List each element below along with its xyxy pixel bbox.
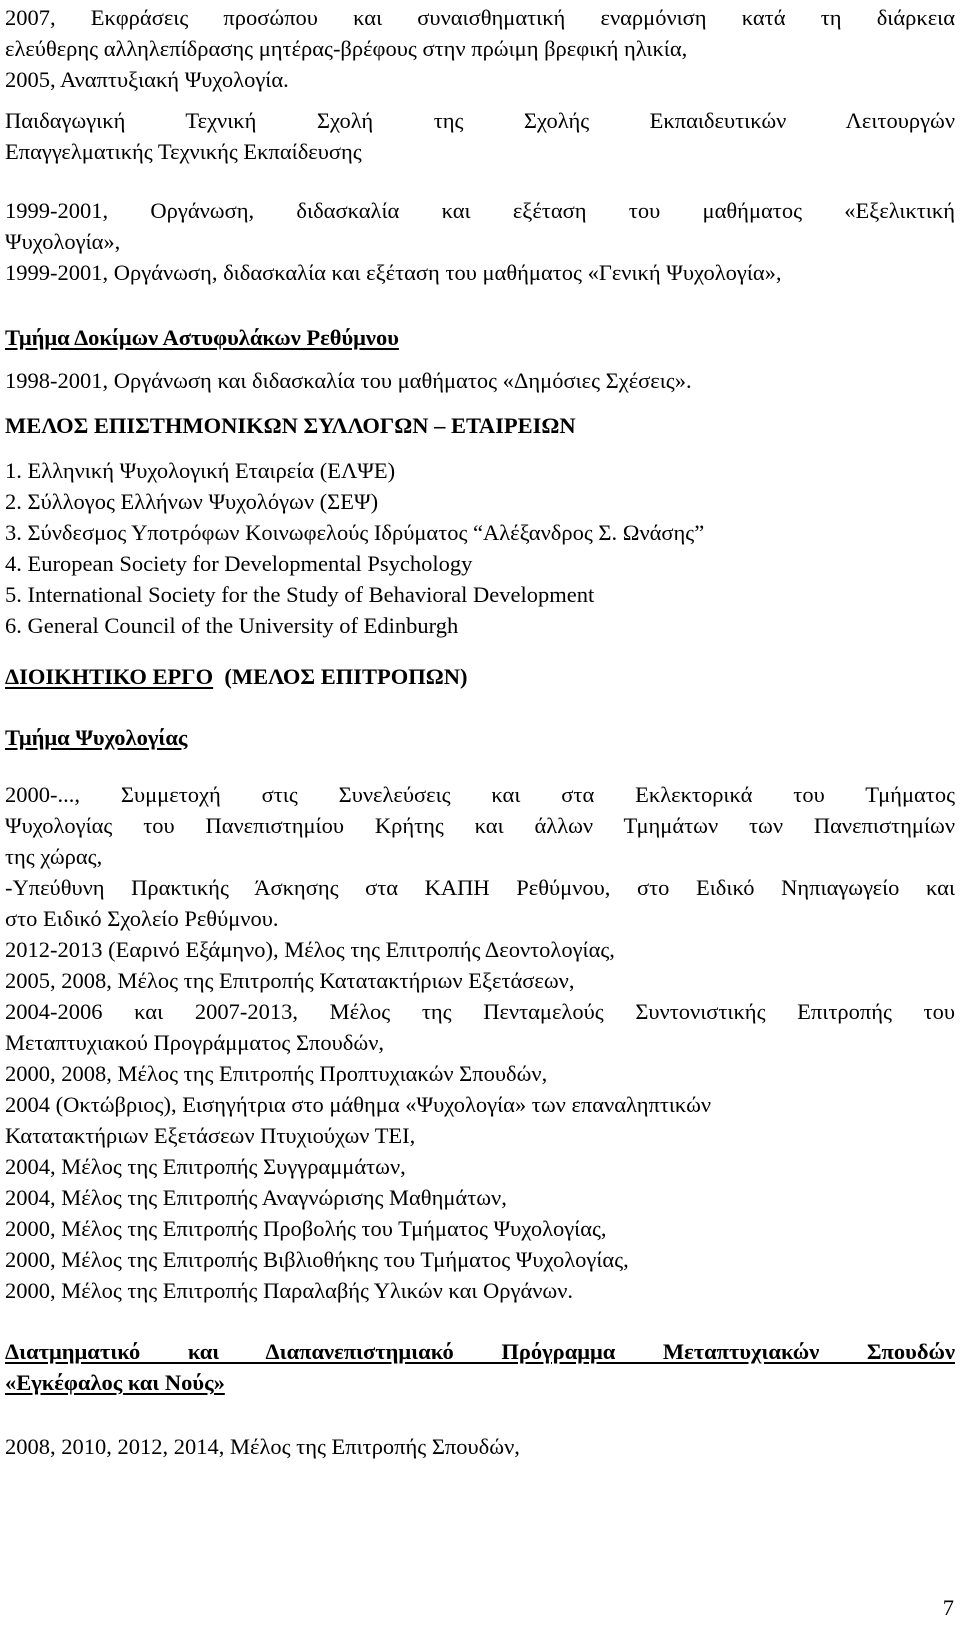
section-heading-program-line2: «Εγκέφαλος και Νούς» bbox=[5, 1370, 225, 1395]
societies-list bbox=[5, 455, 955, 641]
intro-line: 2007, Εκφράσεις προσώπου και συναισθηματική εναρμόνιση κατά τη διάρκεια bbox=[5, 5, 955, 30]
list-item: 1. Ελληνική Ψυχολογική Εταιρεία (ΕΛΨΕ) bbox=[5, 458, 396, 483]
intro-line: 2005, Αναπτυξιακή Ψυχολογία. bbox=[5, 67, 289, 92]
admin-line: Μεταπτυχιακού Προγράμματος Σπουδών, bbox=[5, 1030, 384, 1055]
list-item: 5. International Society for the Study of Behavioral Development bbox=[5, 582, 595, 607]
admin-line: Ψυχολογίας του Πανεπιστημίου Κρήτης και άλλων Τμημάτων των Πανεπιστημίων bbox=[5, 813, 955, 838]
admin-line: -Υπεύθυνη Πρακτικής Άσκησης στα ΚΑΠΗ Ρεθύμνου, στο Ειδικό Νηπιαγωγείο και bbox=[5, 875, 955, 900]
admin-line: 2000, Μέλος της Επιτροπής Βιβλιοθήκης του Τμήματος Ψυχολογίας, bbox=[5, 1247, 629, 1272]
admin-line: 2000, 2008, Μέλος της Επιτροπής Προπτυχιακών Σπουδών, bbox=[5, 1061, 548, 1086]
section-heading-admin bbox=[5, 661, 955, 692]
admin-heading-suffix: (ΜΕΛΟΣ ΕΠΙΤΡΟΠΩΝ) bbox=[224, 664, 468, 689]
admin-line: 2004, Μέλος της Επιτροπής Αναγνώρισης Μαθημάτων, bbox=[5, 1185, 507, 1210]
section-heading-police: Τμήμα Δοκίμων Αστυφυλάκων Ρεθύμνου bbox=[5, 325, 399, 350]
program-item: 2008, 2010, 2012, 2014, Μέλος της Επιτροπής Σπουδών, bbox=[5, 1434, 520, 1459]
section-heading-school-line2: Επαγγελματικής Τεχνικής Εκπαίδευσης bbox=[5, 139, 362, 164]
list-item: 3. Σύνδεσμος Υποτρόφων Κοινωφελούς Ιδρύματος “Αλέξανδρος Σ. Ωνάσης” bbox=[5, 520, 705, 545]
list-item: 2. Σύλλογος Ελλήνων Ψυχολόγων (ΣΕΨ) bbox=[5, 489, 379, 514]
section-heading-department: Τμήμα Ψυχολογίας bbox=[5, 725, 188, 750]
admin-line: 2004 (Οκτώβριος), Εισηγήτρια στο μάθημα «Ψυχολογία» των επαναληπτικών bbox=[5, 1092, 712, 1117]
school-item-line: 1999-2001, Οργάνωση, διδασκαλία και εξέταση του μαθήματος «Γενική Ψυχολογία», bbox=[5, 260, 782, 285]
admin-line: 2000, Μέλος της Επιτροπής Προβολής του Τμήματος Ψυχολογίας, bbox=[5, 1216, 607, 1241]
intro-line: ελεύθερης αλληλεπίδρασης μητέρας-βρέφους στην πρώιμη βρεφική ηλικία, bbox=[5, 36, 688, 61]
section-heading-school bbox=[5, 105, 955, 136]
admin-line: 2004-2006 και 2007-2013, Μέλος της Πενταμελούς Συντονιστικής Επιτροπής του bbox=[5, 999, 955, 1024]
police-item: 1998-2001, Οργάνωση και διδασκαλία του μαθήματος «Δημόσιες Σχέσεις». bbox=[5, 368, 692, 393]
list-item: 4. European Society for Developmental Psychology bbox=[5, 551, 473, 576]
admin-heading-main: ΔΙΟΙΚΗΤΙΚΟ ΕΡΓΟ bbox=[5, 664, 214, 689]
admin-list bbox=[5, 779, 955, 1306]
admin-line: 2012-2013 (Εαρινό Εξάμηνο), Μέλος της Επιτροπής Δεοντολογίας, bbox=[5, 937, 615, 962]
admin-line: 2005, 2008, Μέλος της Επιτροπής Κατατακτήριων Εξετάσεων, bbox=[5, 968, 575, 993]
admin-line: στο Ειδικό Σχολείο Ρεθύμνου. bbox=[5, 906, 279, 931]
section-heading-societies: ΜΕΛΟΣ ΕΠΙΣΤΗΜΟΝΙΚΩΝ ΣΥΛΛΟΓΩΝ – ΕΤΑΙΡΕΙΩΝ bbox=[5, 413, 576, 438]
school-item-line: Ψυχολογία», bbox=[5, 229, 121, 254]
admin-line: της χώρας, bbox=[5, 844, 103, 869]
section-heading-program-line1: Διατμηματικό και Διαπανεπιστημιακό Πρόγραμμα Μεταπτυχιακών Σπουδών bbox=[5, 1339, 955, 1364]
section-heading-school-line1: Παιδαγωγική Τεχνική Σχολή της Σχολής Εκπαιδευτικών Λειτουργών bbox=[5, 108, 955, 133]
document-page bbox=[5, 0, 955, 1462]
page-number: 7 bbox=[942, 1595, 954, 1620]
school-item-line: 1999-2001, Οργάνωση, διδασκαλία και εξέταση του μαθήματος «Εξελικτική bbox=[5, 198, 955, 223]
admin-line: 2000, Μέλος της Επιτροπής Παραλαβής Υλικών και Οργάνων. bbox=[5, 1278, 574, 1303]
admin-line: 2004, Μέλος της Επιτροπής Συγγραμμάτων, bbox=[5, 1154, 406, 1179]
list-item: 6. General Council of the University of Edinburgh bbox=[5, 613, 459, 638]
admin-line: 2000-..., Συμμετοχή στις Συνελεύσεις και στα Εκλεκτορικά του Τμήματος bbox=[5, 782, 955, 807]
admin-line: Κατατακτήριων Εξετάσεων Πτυχιούχων ΤΕΙ, bbox=[5, 1123, 416, 1148]
